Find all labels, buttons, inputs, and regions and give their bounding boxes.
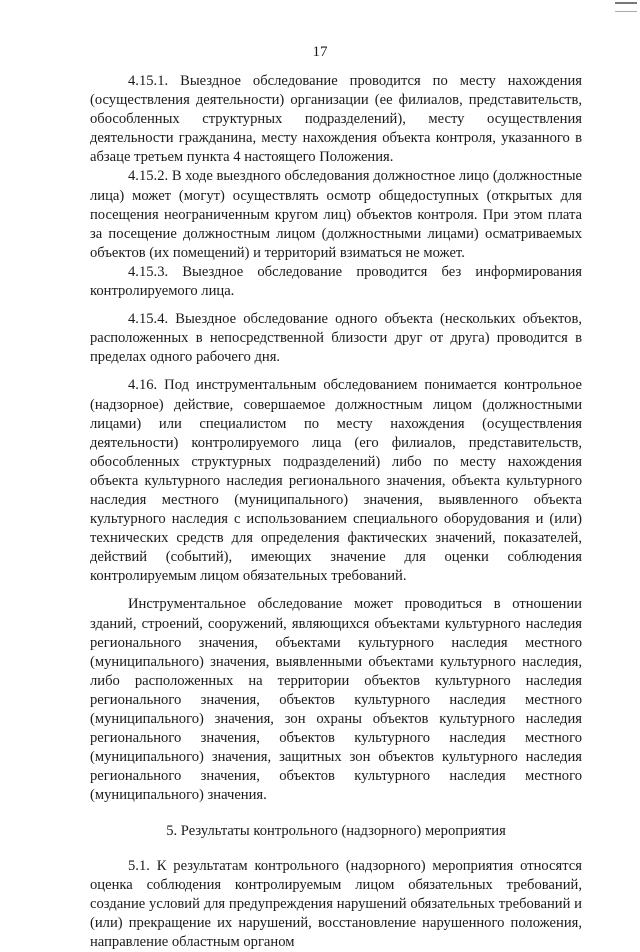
paragraph-instrumental-survey: Инструментальное обследование может проводиться в отношении зданий, строений, сооружений, являющихся объектами культурного наследия регионального значения, объектами культурного наследия местного (муниципального) значения, выявленными объектами культурного наследия, либо расположенных на территории объектов культурного наследия регионального значения, объектов культурного наследия местного (муниципального) значения, зон охраны объектов культурного наследия регионального значения, объектов культурного наследия местного (муниципального) значения, защитных зон объектов культурного наследия регионального значения, объектов культурного наследия местного (муниципального) значения. bbox=[90, 596, 582, 804]
paragraph-4-15-1: 4.15.1. Выездное обследование проводится по месту нахождения (осуществления деятельности) организации (ее филиалов, представительств, обособленных структурных подразделений), месту осуществления деятельности гражданина, месту нахождения объекта контроля, указанного в абзаце третьем пункта 4 настоящего Положения. bbox=[90, 73, 582, 166]
document-body bbox=[90, 72, 582, 952]
scan-corner-mark bbox=[615, 2, 637, 12]
paragraph-4-15-2: 4.15.2. В ходе выездного обследования должностное лицо (должностные лица) может (могут) осуществлять осмотр общедоступных (открытых для посещения неограниченным кругом лиц) объектов контроля. При этом плата за посещение должностным лицом (должностными лицами) осматриваемых объектов (их помещений) и территорий взиматься не может. bbox=[90, 168, 582, 261]
paragraph-4-15-4: 4.15.4. Выездное обследование одного объекта (нескольких объектов, расположенных в непосредственной близости друг от друга) проводится в пределах одного рабочего дня. bbox=[90, 311, 582, 366]
section-heading: 5. Результаты контрольного (надзорного) мероприятия bbox=[166, 823, 506, 840]
paragraph-4-15-3: 4.15.3. Выездное обследование проводится без информирования контролируемого лица. bbox=[90, 263, 582, 300]
paragraph-5-1: 5.1. К результатам контрольного (надзорного) мероприятия относятся оценка соблюдения контролируемым лицом обязательных требований, создание условий для предупреждения нарушений обязательных требований и (или) прекращение их нарушений, восстановление нарушенного положения, направление областным органом bbox=[90, 857, 582, 950]
paragraph-4-16: 4.16. Под инструментальным обследованием понимается контрольное (надзорное) действие, совершаемое должностным лицом (должностными лицами) или специалистом по месту нахождения (осуществления деятельности) контролируемого лица (его филиалов, представительств, обособленных структурных подразделений) либо по месту нахождения объекта культурного наследия регионального значения, объекта культурного наследия местного (муниципального) значения, выявленного объекта культурного наследия с использованием специального оборудования и (или) технических средств для определения фактических значений, показателей, действий (событий), имеющих значение для оценки соблюдения контролируемым лицом обязательных требований. bbox=[90, 377, 582, 585]
page-number: 17 bbox=[312, 44, 328, 60]
